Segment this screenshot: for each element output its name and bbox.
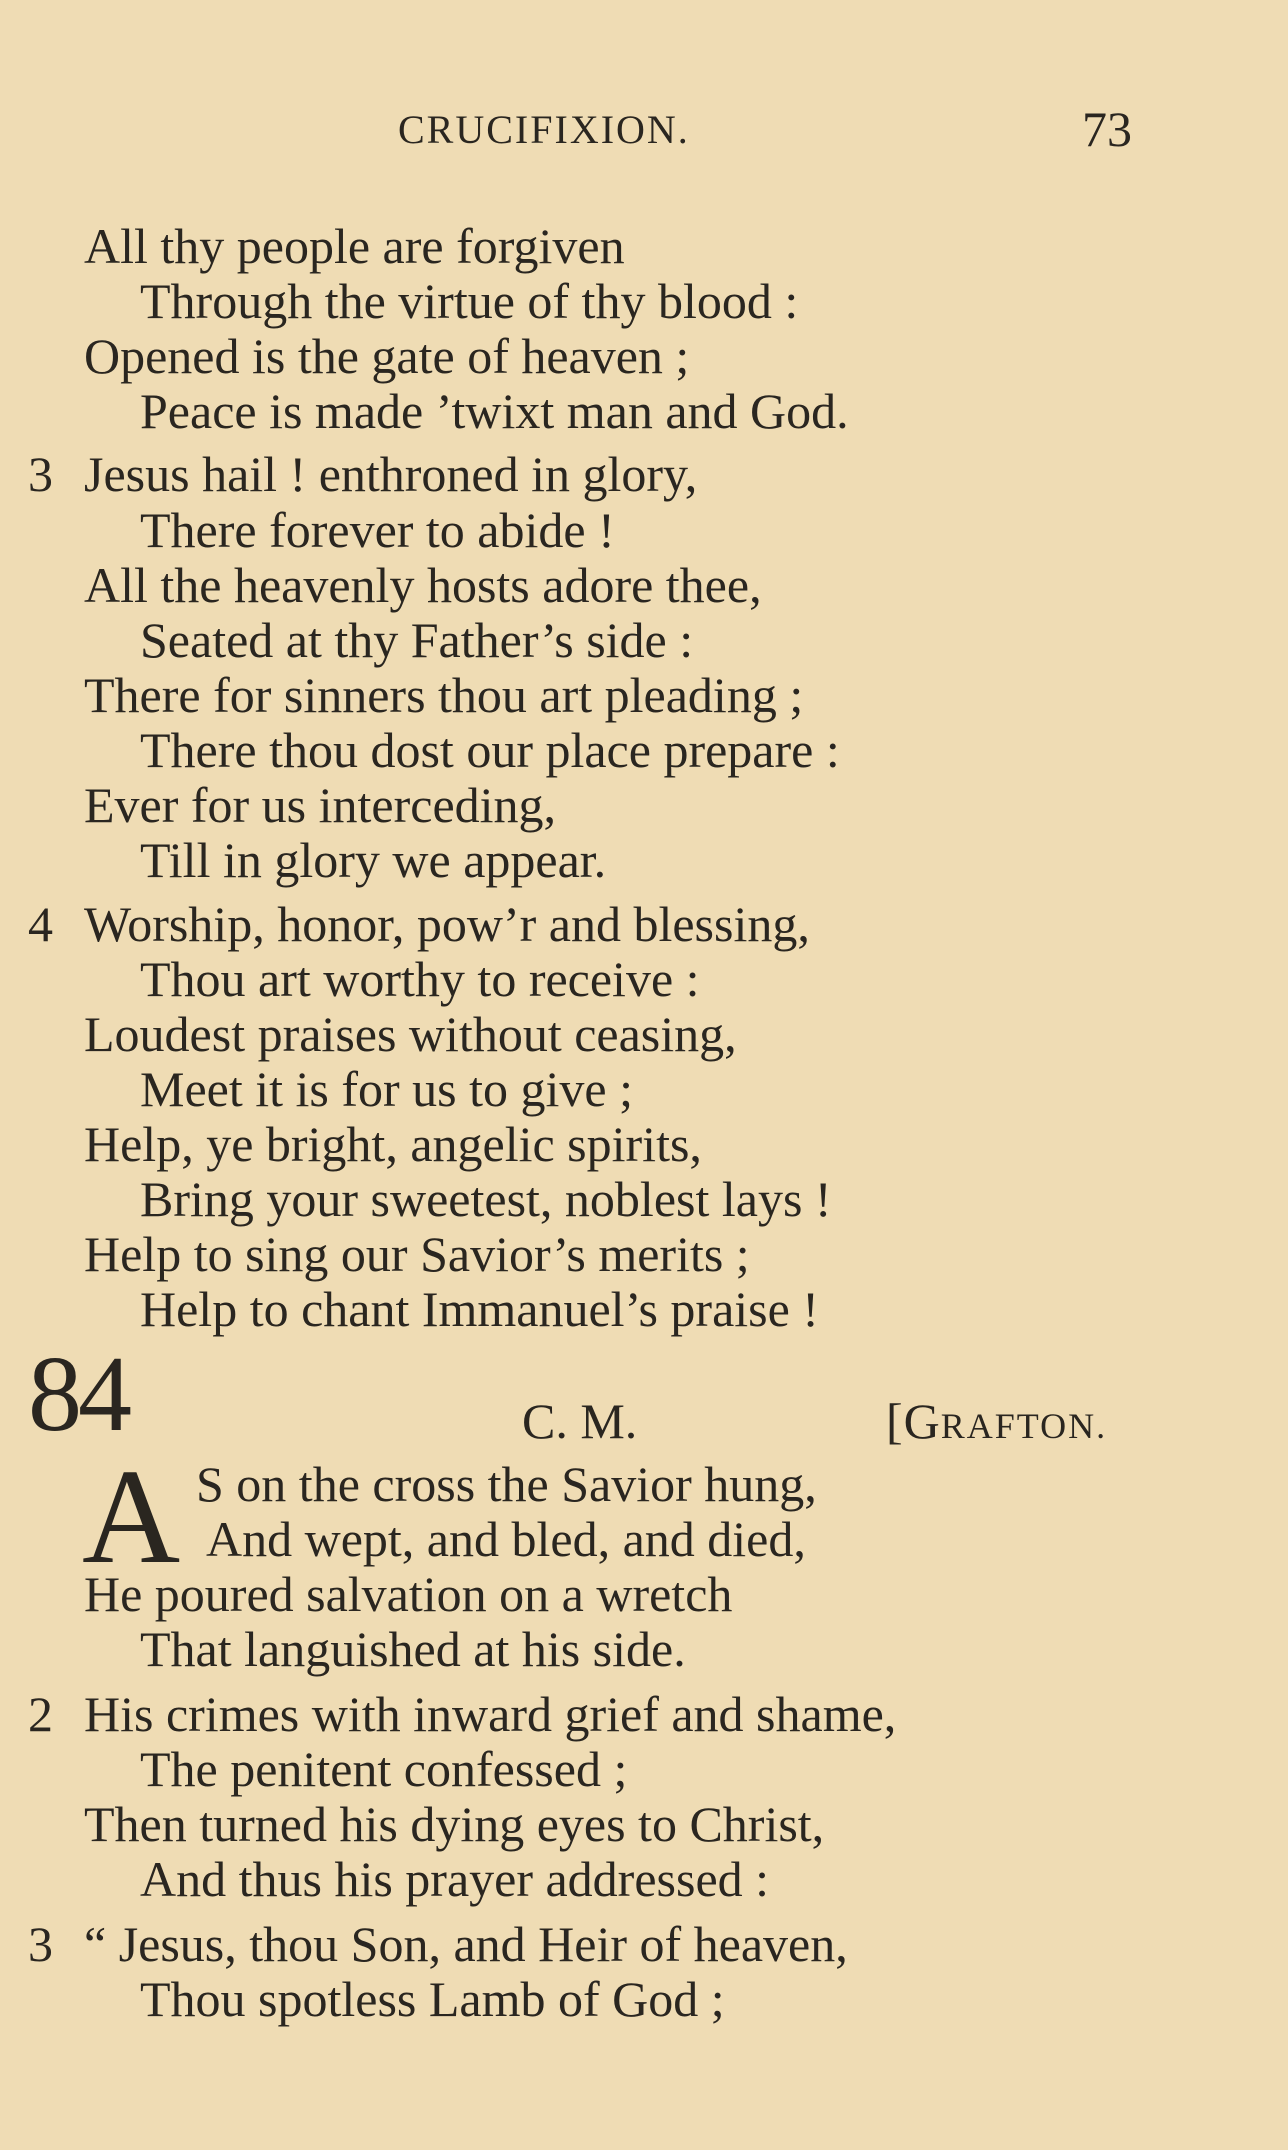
hymn-line: All the heavenly hosts adore thee, xyxy=(84,557,762,613)
hymn-line: Till in glory we appear. xyxy=(140,832,607,888)
hymn-line: Jesus hail ! enthroned in glory, xyxy=(84,446,698,502)
hymn-line: Peace is made ’twixt man and God. xyxy=(140,383,849,439)
hymn-line: Help, ye bright, angelic spirits, xyxy=(84,1116,702,1172)
hymn-line: There for sinners thou art pleading ; xyxy=(84,667,804,723)
hymn-line: There forever to abide ! xyxy=(140,502,615,558)
page-number: 73 xyxy=(1082,101,1132,157)
tune-name-initial: [G xyxy=(886,1393,941,1449)
hymn-line: Opened is the gate of heaven ; xyxy=(84,328,690,384)
hymn-line: Bring your sweetest, noblest lays ! xyxy=(140,1171,832,1227)
hymn-line: “ Jesus, thou Son, and Heir of heaven, xyxy=(84,1916,848,1972)
hymn-line: His crimes with inward grief and shame, xyxy=(84,1686,897,1742)
hymn-line: Through the virtue of thy blood : xyxy=(140,273,799,329)
hymn-line: And thus his prayer addressed : xyxy=(140,1851,770,1907)
hymn-line: Ever for us interceding, xyxy=(84,777,557,833)
verse-number: 4 xyxy=(28,896,53,952)
hymn-line: There thou dost our place prepare : xyxy=(140,722,840,778)
hymn-line: Worship, honor, pow’r and blessing, xyxy=(84,896,810,952)
hymn-line: Thou art worthy to receive : xyxy=(140,951,700,1007)
hymn-line: He poured salvation on a wretch xyxy=(84,1566,733,1622)
hymn-line: All thy people are forgiven xyxy=(84,218,625,274)
hymn-number: 84 xyxy=(28,1335,128,1454)
hymn-meter: C. M. xyxy=(522,1393,638,1449)
drop-cap: A xyxy=(82,1442,181,1592)
tune-name-rest: RAFTON. xyxy=(940,1406,1108,1446)
verse-number: 2 xyxy=(28,1686,53,1742)
hymn-line: Seated at thy Father’s side : xyxy=(140,612,694,668)
tune-name xyxy=(886,1392,1107,1450)
hymn-line: The penitent confessed ; xyxy=(140,1741,628,1797)
hymn-line: Thou spotless Lamb of God ; xyxy=(140,1971,725,2027)
hymn-line: Help to sing our Savior’s merits ; xyxy=(84,1226,750,1282)
hymn-line: Meet it is for us to give ; xyxy=(140,1061,633,1117)
hymn-line: That languished at his side. xyxy=(140,1621,686,1677)
hymn-line: And wept, and bled, and died, xyxy=(206,1511,806,1567)
hymn-line: Help to chant Immanuel’s praise ! xyxy=(140,1281,819,1337)
verse-number: 3 xyxy=(28,1916,53,1972)
hymn-line: S on the cross the Savior hung, xyxy=(196,1456,817,1512)
hymn-line: Loudest praises without ceasing, xyxy=(84,1006,737,1062)
running-header-title: CRUCIFIXION. xyxy=(398,107,690,152)
hymn-line: Then turned his dying eyes to Christ, xyxy=(84,1796,825,1852)
verse-number: 3 xyxy=(28,446,53,502)
